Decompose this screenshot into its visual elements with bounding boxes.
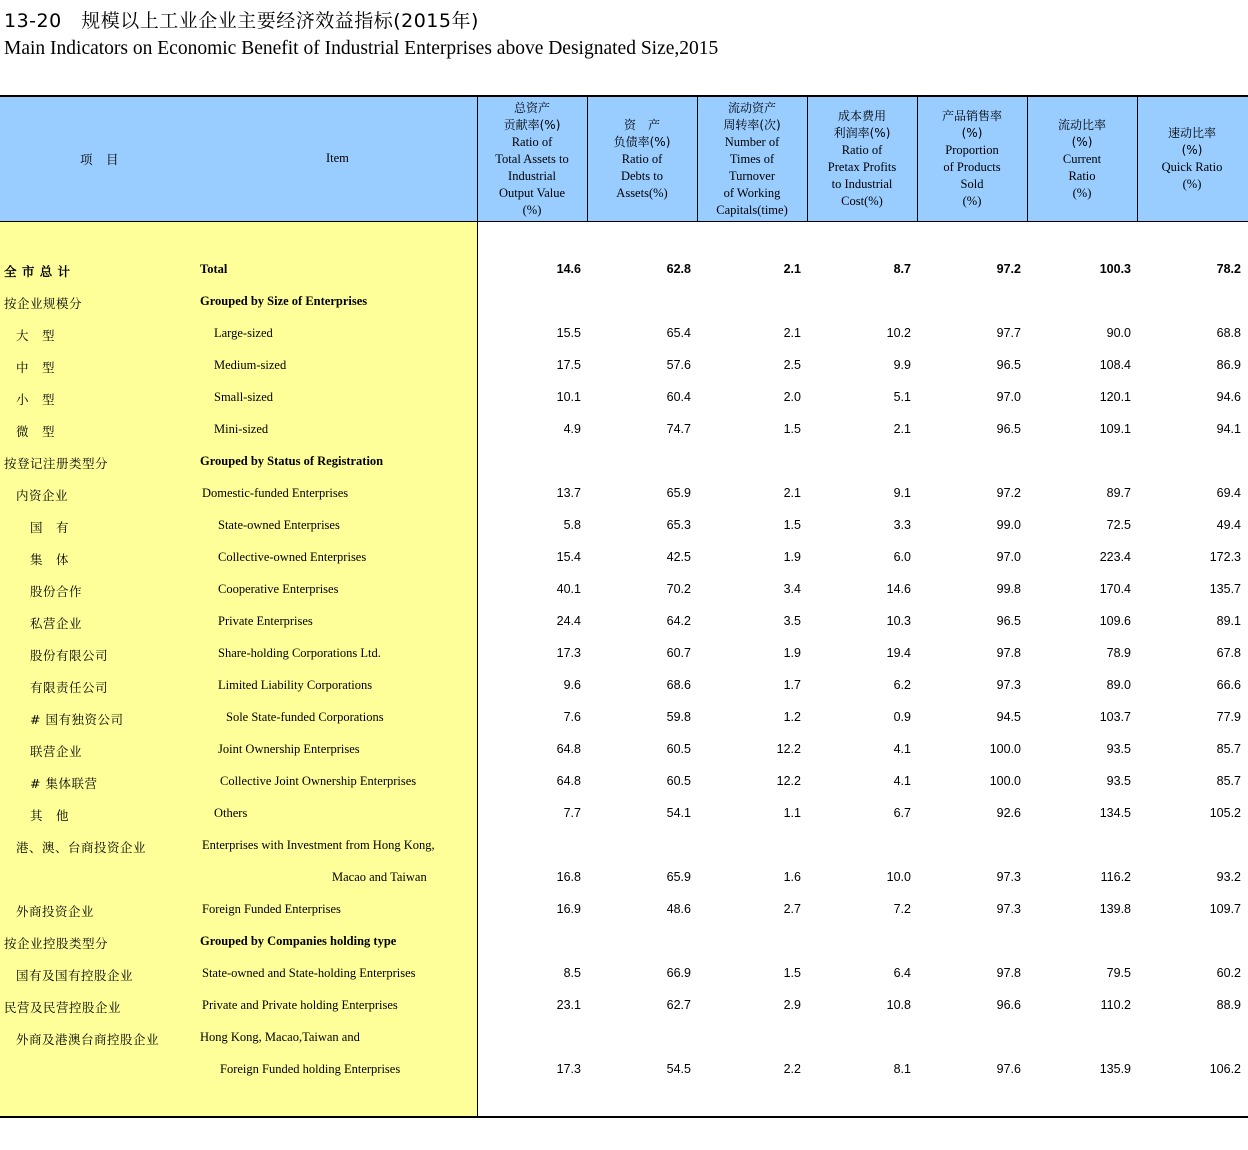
- row-value: 1.6: [783, 870, 801, 884]
- header-bottom-border: [0, 221, 1248, 222]
- column-divider: [917, 97, 918, 221]
- row-value: 120.1: [1099, 390, 1131, 404]
- row-value: 8.1: [893, 1062, 911, 1076]
- row-value: 94.6: [1216, 390, 1241, 404]
- row-label-cn: # 国有独资公司: [30, 712, 124, 727]
- row-value: 62.7: [666, 998, 691, 1012]
- row-value: 72.5: [1106, 518, 1131, 532]
- row-value: 60.5: [666, 742, 691, 756]
- row-value: 1.7: [783, 678, 801, 692]
- row-value: 135.7: [1209, 582, 1241, 596]
- table-row: [0, 676, 1248, 696]
- row-value: 1.5: [783, 422, 801, 436]
- column-header-en-line: of Products: [943, 160, 1001, 174]
- row-value: 97.2: [996, 486, 1021, 500]
- row-value: 65.9: [666, 870, 691, 884]
- row-value: 7.7: [563, 806, 581, 820]
- row-value: 1.9: [783, 550, 801, 564]
- row-value: 2.1: [893, 422, 911, 436]
- column-header-en-line: to Industrial: [831, 177, 893, 191]
- row-label-cn: 国 有: [30, 520, 70, 535]
- row-value: 10.8: [886, 998, 911, 1012]
- column-header-en-line: Total Assets to: [495, 151, 569, 166]
- row-label-cn: 外商及港澳台商控股企业: [16, 1032, 160, 1047]
- row-value: 2.1: [783, 326, 801, 340]
- row-value: 59.8: [666, 710, 691, 724]
- row-value: 0.9: [893, 710, 911, 724]
- row-label-en: Small-sized: [214, 390, 274, 404]
- row-value: 3.5: [783, 614, 801, 628]
- row-value: 4.1: [893, 742, 911, 756]
- row-value: 60.7: [666, 646, 691, 660]
- row-value: 9.1: [893, 486, 911, 500]
- column-header-en-line: Output Value: [498, 185, 566, 200]
- row-label-en: Others: [214, 806, 248, 820]
- row-label-en: Limited Liability Corporations: [218, 678, 373, 692]
- row-label-en: Domestic-funded Enterprises: [202, 486, 349, 500]
- row-value: 6.0: [893, 550, 911, 564]
- column-header-en-line: Ratio of: [841, 143, 883, 157]
- column-header-en-line: Times of: [729, 151, 775, 166]
- row-value: 3.4: [783, 582, 801, 596]
- row-label-en: Share-holding Corporations Ltd.: [218, 646, 381, 660]
- row-value: 97.3: [996, 870, 1021, 884]
- row-value: 48.6: [666, 902, 691, 916]
- row-label-en: Private and Private holding Enterprises: [202, 998, 398, 1012]
- row-value: 13.7: [556, 486, 581, 500]
- row-value: 223.4: [1099, 550, 1131, 564]
- row-value: 4.9: [563, 422, 581, 436]
- column-header-en-line: Assets(%): [616, 185, 668, 200]
- row-value: 68.8: [1216, 326, 1241, 340]
- row-value: 5.1: [893, 390, 911, 404]
- row-label-cn: 民营及民营控股企业: [4, 1000, 122, 1015]
- column-header: [477, 97, 587, 221]
- table-bottom-border: [0, 1116, 1248, 1118]
- table-row: [0, 516, 1248, 536]
- table-row: [0, 932, 1248, 952]
- column-header-cn-line: 产品销售率: [941, 109, 1002, 123]
- row-label-en: Large-sized: [214, 326, 273, 340]
- row-value: 90.0: [1106, 326, 1131, 340]
- row-label-cn: 外商投资企业: [16, 904, 95, 919]
- row-value: 86.9: [1216, 358, 1241, 372]
- row-label-cn: 股份有限公司: [30, 648, 109, 663]
- row-value: 135.9: [1099, 1062, 1131, 1076]
- row-value: 8.7: [893, 262, 911, 276]
- column-header-en-line: Ratio of: [621, 151, 663, 166]
- table-row: [0, 772, 1248, 792]
- row-value: 93.5: [1106, 742, 1131, 756]
- row-value: 65.4: [666, 326, 691, 340]
- row-value: 78.9: [1106, 646, 1131, 660]
- row-value: 172.3: [1209, 550, 1241, 564]
- table-row: [0, 484, 1248, 504]
- row-value: 65.3: [666, 518, 691, 532]
- row-value: 89.1: [1216, 614, 1241, 628]
- row-label-cn: 集 体: [30, 552, 70, 567]
- row-value: 2.5: [783, 358, 801, 372]
- row-value: 105.2: [1209, 806, 1241, 820]
- row-value: 9.6: [563, 678, 581, 692]
- row-value: 49.4: [1216, 518, 1241, 532]
- row-value: 17.3: [556, 1062, 581, 1076]
- row-value: 64.2: [666, 614, 691, 628]
- column-header-cn-line: 贡献率(%): [503, 117, 561, 132]
- column-header-en-line: Pretax Profits: [827, 160, 897, 174]
- table-title-cn: 13-20 规模以上工业企业主要经济效益指标(2015年): [4, 10, 479, 32]
- row-value: 97.2: [996, 262, 1021, 276]
- row-value: 1.5: [783, 518, 801, 532]
- row-value: 2.9: [783, 998, 801, 1012]
- row-label-cn: 大 型: [16, 328, 56, 343]
- row-value: 66.9: [666, 966, 691, 980]
- row-value: 17.3: [556, 646, 581, 660]
- row-value: 97.7: [996, 326, 1021, 340]
- column-header-cn-line: (%): [961, 126, 983, 140]
- row-value: 109.6: [1099, 614, 1131, 628]
- row-value: 7.6: [563, 710, 581, 724]
- table-row: [0, 804, 1248, 824]
- row-label-cn: 按企业规模分: [4, 296, 83, 311]
- column-header-cn-line: 负债率(%): [613, 134, 671, 149]
- row-value: 4.1: [893, 774, 911, 788]
- row-value: 2.1: [783, 486, 801, 500]
- row-value: 14.6: [556, 262, 581, 276]
- row-value: 116.2: [1100, 870, 1131, 884]
- column-header: [587, 97, 697, 221]
- row-value: 10.1: [556, 390, 581, 404]
- table-row: [0, 292, 1248, 312]
- row-value: 99.8: [996, 582, 1021, 596]
- table-row: [0, 452, 1248, 472]
- row-value: 1.5: [783, 966, 801, 980]
- row-label-en: Mini-sized: [214, 422, 269, 436]
- row-label-cn: 内资企业: [16, 488, 69, 503]
- row-value: 79.5: [1106, 966, 1131, 980]
- row-label-en: Grouped by Companies holding type: [200, 934, 397, 948]
- row-label-en: Sole State-funded Corporations: [226, 710, 384, 724]
- row-value: 5.8: [563, 518, 581, 532]
- row-value: 93.2: [1216, 870, 1241, 884]
- row-value: 6.4: [893, 966, 911, 980]
- row-value: 92.6: [996, 806, 1021, 820]
- row-value: 60.5: [666, 774, 691, 788]
- row-value: 93.5: [1106, 774, 1131, 788]
- row-label-cn: 全 市 总 计: [4, 264, 71, 279]
- column-header-en-line: Turnover: [728, 168, 776, 183]
- row-value: 60.2: [1216, 966, 1241, 980]
- column-divider: [1137, 97, 1138, 221]
- row-label-en: State-owned Enterprises: [218, 518, 340, 532]
- row-value: 10.0: [886, 870, 911, 884]
- row-value: 96.5: [996, 614, 1021, 628]
- row-value: 15.4: [556, 550, 581, 564]
- row-value: 89.7: [1106, 486, 1131, 500]
- row-value: 69.4: [1216, 486, 1241, 500]
- column-header-en-line: (%): [962, 194, 982, 208]
- column-header-en-line: Capitals(time): [716, 202, 788, 217]
- table-row: [0, 708, 1248, 728]
- row-value: 64.8: [556, 742, 581, 756]
- table-title-en: Main Indicators on Economic Benefit of Industrial Enterprises above Designated Size,2015: [4, 38, 719, 59]
- row-value: 96.5: [996, 358, 1021, 372]
- row-value: 8.5: [563, 966, 581, 980]
- row-value: 96.6: [996, 998, 1021, 1012]
- table-row: [0, 612, 1248, 632]
- row-label-en: Private Enterprises: [218, 614, 313, 628]
- row-value: 10.2: [886, 326, 911, 340]
- row-value: 94.1: [1216, 422, 1241, 436]
- row-value: 17.5: [556, 358, 581, 372]
- row-value: 7.2: [893, 902, 911, 916]
- table-row: [0, 900, 1248, 920]
- column-header-en-line: Ratio: [1068, 168, 1096, 183]
- row-value: 96.5: [996, 422, 1021, 436]
- row-value: 12.2: [776, 774, 801, 788]
- row-label-cn: 其 他: [30, 808, 70, 823]
- table-row: [0, 644, 1248, 664]
- row-label-en: Medium-sized: [214, 358, 287, 372]
- column-header-en-line: Proportion: [945, 143, 999, 157]
- row-value: 57.6: [666, 358, 691, 372]
- column-header-cn-line: 利润率(%): [833, 126, 891, 140]
- row-value: 88.9: [1216, 998, 1241, 1012]
- row-label-en: Macao and Taiwan: [332, 870, 427, 884]
- column-divider: [697, 97, 698, 221]
- row-value: 16.8: [556, 870, 581, 884]
- row-value: 66.6: [1216, 678, 1241, 692]
- row-label-en: Total: [200, 262, 228, 276]
- column-header-en-line: Ratio of: [511, 134, 553, 149]
- table-row: [0, 260, 1248, 280]
- column-divider: [807, 97, 808, 221]
- row-value: 2.2: [783, 1062, 801, 1076]
- row-value: 85.7: [1216, 742, 1241, 756]
- row-value: 97.6: [996, 1062, 1021, 1076]
- column-header-en-line: Debts to: [620, 168, 663, 183]
- row-value: 40.1: [556, 582, 581, 596]
- row-value: 108.4: [1099, 358, 1131, 372]
- row-value: 6.7: [893, 806, 911, 820]
- row-value: 54.1: [666, 806, 691, 820]
- row-label-en: Grouped by Size of Enterprises: [200, 294, 368, 308]
- row-value: 170.4: [1099, 582, 1131, 596]
- row-value: 62.8: [666, 262, 691, 276]
- row-label-cn: 中 型: [16, 360, 56, 375]
- row-value: 70.2: [666, 582, 691, 596]
- row-value: 97.3: [996, 902, 1021, 916]
- column-header-en-line: Number of: [724, 134, 780, 149]
- row-label-cn: 按企业控股类型分: [4, 936, 109, 951]
- column-header-en-line: Quick Ratio: [1161, 160, 1223, 174]
- column-header: [807, 97, 917, 221]
- column-header-cn-line: 成本费用: [837, 109, 886, 123]
- header-item-en: Item: [326, 151, 349, 165]
- row-label-cn: 联营企业: [30, 744, 83, 759]
- row-value: 78.2: [1216, 262, 1241, 276]
- row-label-en: Collective Joint Ownership Enterprises: [220, 774, 417, 788]
- column-header-cn-line: 流动比率: [1057, 117, 1106, 132]
- row-value: 60.4: [666, 390, 691, 404]
- row-value: 6.2: [893, 678, 911, 692]
- row-label-cn: 股份合作: [30, 584, 83, 599]
- row-label-cn: 私营企业: [30, 616, 83, 631]
- row-value: 2.7: [783, 902, 801, 916]
- row-label-en: Grouped by Status of Registration: [200, 454, 384, 468]
- column-header-cn-line: (%): [1071, 134, 1093, 149]
- row-value: 94.5: [996, 710, 1021, 724]
- column-header-en-line: (%): [522, 202, 542, 217]
- row-value: 97.0: [996, 550, 1021, 564]
- column-header-en-line: (%): [1072, 185, 1092, 200]
- row-value: 99.0: [996, 518, 1021, 532]
- row-label-cn: 小 型: [16, 392, 56, 407]
- column-header-cn-line: (%): [1181, 143, 1203, 157]
- row-value: 64.8: [556, 774, 581, 788]
- column-header-cn-line: 流动资产: [727, 100, 776, 115]
- row-value: 68.6: [666, 678, 691, 692]
- row-label-en: Cooperative Enterprises: [218, 582, 339, 596]
- row-label-cn: 国有及国有控股企业: [16, 968, 134, 983]
- column-header-cn-line: 总资产: [513, 100, 550, 115]
- table-row: [0, 388, 1248, 408]
- table-row: [0, 1028, 1248, 1048]
- table-row: [0, 356, 1248, 376]
- row-value: 97.8: [996, 966, 1021, 980]
- row-value: 110.2: [1100, 998, 1131, 1012]
- table-row: [0, 580, 1248, 600]
- column-header-cn-line: 速动比率: [1167, 126, 1216, 140]
- row-label-en: Foreign Funded holding Enterprises: [220, 1062, 401, 1076]
- row-value: 1.2: [783, 710, 801, 724]
- table-row: [0, 324, 1248, 344]
- column-header: [917, 97, 1027, 221]
- column-header-en-line: Cost(%): [841, 194, 883, 208]
- table-row: [0, 1060, 1248, 1080]
- row-label-en: Enterprises with Investment from Hong Kong,: [202, 838, 435, 852]
- row-value: 103.7: [1099, 710, 1131, 724]
- column-header-en-line: Sold: [960, 177, 984, 191]
- row-value: 89.0: [1106, 678, 1131, 692]
- row-value: 109.7: [1209, 902, 1241, 916]
- row-value: 97.3: [996, 678, 1021, 692]
- row-value: 134.5: [1099, 806, 1131, 820]
- table-row: [0, 548, 1248, 568]
- row-label-en: Collective-owned Enterprises: [218, 550, 367, 564]
- table-row: [0, 868, 1248, 888]
- row-value: 9.9: [893, 358, 911, 372]
- row-value: 1.9: [783, 646, 801, 660]
- row-label-cn: 有限责任公司: [30, 680, 109, 695]
- row-value: 77.9: [1216, 710, 1241, 724]
- row-value: 42.5: [666, 550, 691, 564]
- row-label-en: Joint Ownership Enterprises: [218, 742, 360, 756]
- row-label-en: Foreign Funded Enterprises: [202, 902, 341, 916]
- row-label-en: Hong Kong, Macao,Taiwan and: [200, 1030, 360, 1044]
- column-divider: [1027, 97, 1028, 221]
- column-header-en-line: Current: [1062, 151, 1102, 166]
- row-value: 109.1: [1099, 422, 1131, 436]
- row-label-cn: 港、澳、台商投资企业: [16, 840, 147, 855]
- column-header-cn-line: 资 产: [623, 117, 660, 132]
- row-value: 19.4: [886, 646, 911, 660]
- table-row: [0, 420, 1248, 440]
- row-value: 23.1: [556, 998, 581, 1012]
- row-value: 14.6: [886, 582, 911, 596]
- column-divider: [587, 97, 588, 221]
- row-value: 100.3: [1099, 262, 1131, 276]
- row-value: 97.8: [996, 646, 1021, 660]
- row-value: 16.9: [556, 902, 581, 916]
- row-label-cn: 微 型: [16, 424, 56, 439]
- table-row: [0, 740, 1248, 760]
- row-value: 10.3: [886, 614, 911, 628]
- row-value: 15.5: [556, 326, 581, 340]
- row-value: 54.5: [666, 1062, 691, 1076]
- row-value: 67.8: [1216, 646, 1241, 660]
- row-value: 2.0: [783, 390, 801, 404]
- row-value: 85.7: [1216, 774, 1241, 788]
- column-header-cn-line: 周转率(次): [723, 117, 781, 132]
- row-value: 100.0: [989, 742, 1021, 756]
- row-value: 65.9: [666, 486, 691, 500]
- row-value: 2.1: [783, 262, 801, 276]
- column-header: [1027, 97, 1137, 221]
- column-header: [1137, 97, 1247, 221]
- row-label-cn: 按登记注册类型分: [4, 456, 109, 471]
- row-value: 1.1: [783, 806, 801, 820]
- column-header-en-line: Industrial: [508, 168, 556, 183]
- column-header: [697, 97, 807, 221]
- row-value: 3.3: [893, 518, 911, 532]
- table-row: [0, 836, 1248, 856]
- row-value: 12.2: [776, 742, 801, 756]
- row-value: 106.2: [1209, 1062, 1241, 1076]
- row-value: 97.0: [996, 390, 1021, 404]
- row-label-en: State-owned and State-holding Enterprises: [202, 966, 416, 980]
- column-header-en-line: (%): [1182, 177, 1202, 191]
- row-value: 100.0: [989, 774, 1021, 788]
- row-label-cn: # 集体联营: [30, 776, 98, 791]
- header-item-cn: 项 目: [80, 152, 120, 167]
- table-row: [0, 964, 1248, 984]
- row-value: 139.8: [1099, 902, 1131, 916]
- row-value: 74.7: [666, 422, 691, 436]
- table-row: [0, 996, 1248, 1016]
- row-value: 24.4: [556, 614, 581, 628]
- column-header-en-line: of Working: [723, 185, 781, 200]
